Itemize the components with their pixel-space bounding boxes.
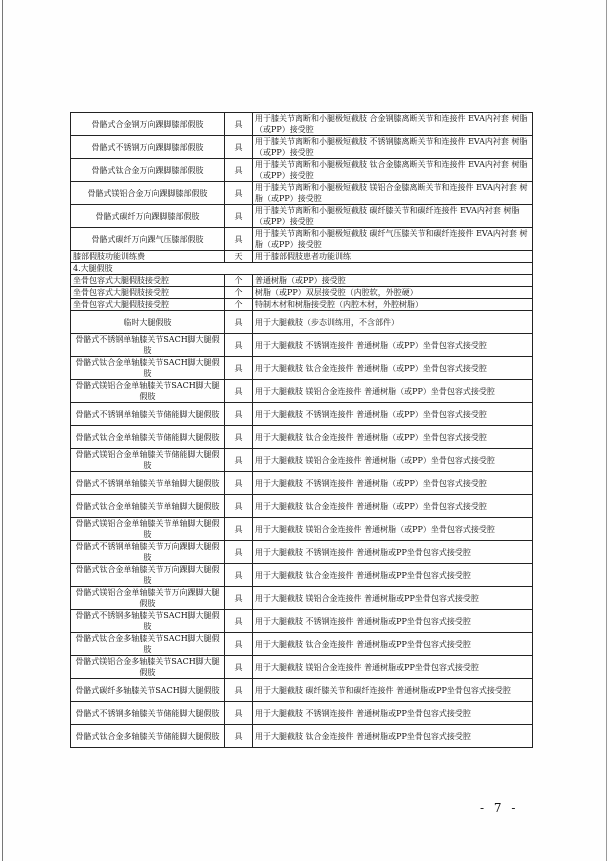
- unit-cell: 具: [225, 656, 253, 679]
- unit-cell: 具: [225, 564, 253, 587]
- description-cell: 用于大腿截肢 不锈钢连接件 普通树脂或PP坐骨包容式接受腔: [253, 541, 533, 564]
- item-name-cell: 坐骨包容式大腿假肢接受腔: [71, 287, 225, 299]
- description-cell: 用于大腿截肢 镁铝合金连接件 普通树脂（或PP）坐骨包容式接受腔: [253, 380, 533, 403]
- unit-cell: 具: [225, 495, 253, 518]
- description-cell: 用于大腿截肢 钛合金连接件 普通树脂（或PP）坐骨包容式接受腔: [253, 426, 533, 449]
- item-name-cell: 骨骼式镁铝合金单轴膝关节SACH脚大腿假肢: [71, 380, 225, 403]
- item-name-cell: 骨骼式镁铝合金多轴膝关节SACH脚大腿假肢: [71, 656, 225, 679]
- table-row: [71, 287, 533, 299]
- description-cell: 普通树脂（或PP）接受腔: [253, 275, 533, 287]
- page-left-edge: [2, 0, 3, 861]
- description-cell: 用于大腿截肢 镁铝合金连接件 普通树脂或PP坐骨包容式接受腔: [253, 587, 533, 610]
- table-row: [71, 403, 533, 426]
- item-name-cell: 骨骼式镁铝合金单轴膝关节万向踝脚大腿假肢: [71, 587, 225, 610]
- unit-cell: 具: [225, 403, 253, 426]
- table-row: [71, 136, 533, 159]
- table-row: [71, 228, 533, 251]
- description-cell: 用于大腿截肢 钛合金连接件 普通树脂或PP坐骨包容式接受腔: [253, 633, 533, 656]
- description-cell: 用于大腿截肢 钛合金连接件 普通树脂（或PP）坐骨包容式接受腔: [253, 495, 533, 518]
- item-name-cell: 骨骼式钛合金多轴膝关节SACH脚大腿假肢: [71, 633, 225, 656]
- unit-cell: 具: [225, 113, 253, 136]
- table-row: [71, 380, 533, 403]
- unit-cell: 具: [225, 725, 253, 748]
- item-name-cell: 骨骼式不锈钢单轴膝关节万向踝脚大腿假肢: [71, 541, 225, 564]
- unit-cell: 个: [225, 287, 253, 299]
- unit-cell: 个: [225, 275, 253, 287]
- table-row: [71, 564, 533, 587]
- description-cell: 用于大腿截肢 镁铝合金连接件 普通树脂或PP坐骨包容式接受腔: [253, 656, 533, 679]
- unit-cell: 具: [225, 228, 253, 251]
- table-row: [71, 334, 533, 357]
- table-row: [71, 251, 533, 263]
- description-cell: 用于大腿截肢 镁铝合金连接件 普通树脂（或PP）坐骨包容式接受腔: [253, 518, 533, 541]
- unit-cell: 具: [225, 610, 253, 633]
- section-heading-row: [71, 263, 533, 275]
- page-right-edge: [606, 0, 607, 861]
- description-cell: 用于膝关节离断和小腿极短截肢 碳纤膝关节和碳纤连接件 EVA内衬套 树脂（或PP）接受腔: [253, 205, 533, 228]
- description-cell: 用于膝关节离断和小腿极短截肢 钛合金膝离断关节和连接件 EVA内衬套 树脂（或PP）接受腔: [253, 159, 533, 182]
- table-row: [71, 679, 533, 702]
- description-cell: 用于大腿截肢 钛合金连接件 普通树脂或PP坐骨包容式接受腔: [253, 725, 533, 748]
- item-name-cell: 骨骼式碳纤多轴膝关节SACH脚大腿假肢: [71, 679, 225, 702]
- description-cell: 用于膝部假肢患者功能训练: [253, 251, 533, 263]
- description-cell: 特制木材和树脂接受腔（内腔木材，外腔树脂）: [253, 299, 533, 311]
- description-cell: 用于大腿截肢 碳纤膝关节和碳纤连接件 普通树脂或PP坐骨包容式接受腔: [253, 679, 533, 702]
- table-row: [71, 159, 533, 182]
- description-cell: 用于膝关节离断和小腿极短截肢 合金钢膝离断关节和连接件 EVA内衬套 树脂（或PP）接受腔: [253, 113, 533, 136]
- section-heading: 4.大腿假肢: [71, 263, 533, 275]
- table-row: [71, 541, 533, 564]
- item-name-cell: 膝部假肢功能训练费: [71, 251, 225, 263]
- description-cell: 用于大腿截肢 镁铝合金连接件 普通树脂（或PP）坐骨包容式接受腔: [253, 449, 533, 472]
- item-name-cell: 骨骼式碳纤万向踝脚膝部假肢: [71, 205, 225, 228]
- unit-cell: 具: [225, 357, 253, 380]
- item-name-cell: 坐骨包容式大腿假肢接受腔: [71, 275, 225, 287]
- table-row: [71, 113, 533, 136]
- unit-cell: 天: [225, 251, 253, 263]
- table-row: [71, 275, 533, 287]
- page-number: - 7 -: [480, 801, 519, 815]
- description-cell: 树脂（或PP）双层接受腔（内腔软，外腔硬）: [253, 287, 533, 299]
- table-row: [71, 587, 533, 610]
- table-row: [71, 472, 533, 495]
- item-name-cell: 骨骼式钛合金单轴膝关节SACH脚大腿假肢: [71, 357, 225, 380]
- unit-cell: 具: [225, 472, 253, 495]
- table-row: [71, 449, 533, 472]
- unit-cell: 具: [225, 587, 253, 610]
- unit-cell: 具: [225, 679, 253, 702]
- description-cell: 用于大腿截肢 不锈钢连接件 普通树脂（或PP）坐骨包容式接受腔: [253, 472, 533, 495]
- unit-cell: 具: [225, 136, 253, 159]
- table-row: [71, 311, 533, 334]
- table-row: [71, 426, 533, 449]
- item-name-cell: 骨骼式镁铝合金万向踝脚膝部假肢: [71, 182, 225, 205]
- item-name-cell: 骨骼式不锈钢单轴膝关节单轴脚大腿假肢: [71, 472, 225, 495]
- description-cell: 用于大腿截肢 不锈钢连接件 普通树脂或PP坐骨包容式接受腔: [253, 610, 533, 633]
- item-name-cell: 骨骼式不锈钢万向踝脚膝部假肢: [71, 136, 225, 159]
- item-name-cell: 坐骨包容式大腿假肢接受腔: [71, 299, 225, 311]
- item-name-cell: 骨骼式钛合金万向踝脚膝部假肢: [71, 159, 225, 182]
- table-row: [71, 182, 533, 205]
- description-cell: 用于膝关节离断和小腿极短截肢 不锈钢膝离断关节和连接件 EVA内衬套 树脂（或PP）接受腔: [253, 136, 533, 159]
- unit-cell: 具: [225, 182, 253, 205]
- table-row: [71, 299, 533, 311]
- item-name-cell: 骨骼式不锈钢多轴膝关节SACH脚大腿假肢: [71, 610, 225, 633]
- unit-cell: 具: [225, 159, 253, 182]
- description-cell: 用于膝关节离断和小腿极短截肢 镁铝合金膝离断关节和连接件 EVA内衬套 树脂（或PP）接受腔: [253, 182, 533, 205]
- unit-cell: 具: [225, 380, 253, 403]
- item-name-cell: 骨骼式钛合金单轴膝关节单轴脚大腿假肢: [71, 495, 225, 518]
- item-name-cell: 骨骼式不锈钢单轴膝关节储能脚大腿假肢: [71, 403, 225, 426]
- item-name-cell: 骨骼式钛合金单轴膝关节万向踝脚大腿假肢: [71, 564, 225, 587]
- unit-cell: 具: [225, 518, 253, 541]
- item-name-cell: 骨骼式钛合金多轴膝关节储能脚大腿假肢: [71, 725, 225, 748]
- description-cell: 用于膝关节离断和小腿极短截肢 碳纤气压膝关节和碳纤连接件 EVA内衬套 树脂（或PP）接受腔: [253, 228, 533, 251]
- table-row: [71, 205, 533, 228]
- table-row: [71, 702, 533, 725]
- unit-cell: 具: [225, 311, 253, 334]
- unit-cell: 个: [225, 299, 253, 311]
- item-name-cell: 骨骼式碳纤万向踝气压膝部假肢: [71, 228, 225, 251]
- table-row: [71, 656, 533, 679]
- table-body: [71, 113, 533, 748]
- item-name-cell: 临时大腿假肢: [71, 311, 225, 334]
- description-cell: 用于大腿截肢（步态训练用，不含部件）: [253, 311, 533, 334]
- description-cell: 用于大腿截肢 不锈钢连接件 普通树脂（或PP）坐骨包容式接受腔: [253, 403, 533, 426]
- unit-cell: 具: [225, 541, 253, 564]
- item-name-cell: 骨骼式镁铝合金单轴膝关节储能脚大腿假肢: [71, 449, 225, 472]
- table-row: [71, 357, 533, 380]
- prosthesis-price-table: [70, 112, 533, 748]
- table-row: [71, 495, 533, 518]
- unit-cell: 具: [225, 426, 253, 449]
- unit-cell: 具: [225, 449, 253, 472]
- table-row: [71, 725, 533, 748]
- description-cell: 用于大腿截肢 钛合金连接件 普通树脂或PP坐骨包容式接受腔: [253, 564, 533, 587]
- item-name-cell: 骨骼式合金钢万向踝脚膝部假肢: [71, 113, 225, 136]
- table-row: [71, 518, 533, 541]
- unit-cell: 具: [225, 702, 253, 725]
- description-cell: 用于大腿截肢 不锈钢连接件 普通树脂（或PP）坐骨包容式接受腔: [253, 334, 533, 357]
- item-name-cell: 骨骼式不锈钢多轴膝关节储能脚大腿假肢: [71, 702, 225, 725]
- item-name-cell: 骨骼式钛合金单轴膝关节储能脚大腿假肢: [71, 426, 225, 449]
- item-name-cell: 骨骼式不锈钢单轴膝关节SACH脚大腿假肢: [71, 334, 225, 357]
- unit-cell: 具: [225, 205, 253, 228]
- table-row: [71, 610, 533, 633]
- unit-cell: 具: [225, 633, 253, 656]
- table-row: [71, 633, 533, 656]
- unit-cell: 具: [225, 334, 253, 357]
- description-cell: 用于大腿截肢 不锈钢连接件 普通树脂或PP坐骨包容式接受腔: [253, 702, 533, 725]
- description-cell: 用于大腿截肢 钛合金连接件 普通树脂（或PP）坐骨包容式接受腔: [253, 357, 533, 380]
- item-name-cell: 骨骼式镁铝合金单轴膝关节单轴脚大腿假肢: [71, 518, 225, 541]
